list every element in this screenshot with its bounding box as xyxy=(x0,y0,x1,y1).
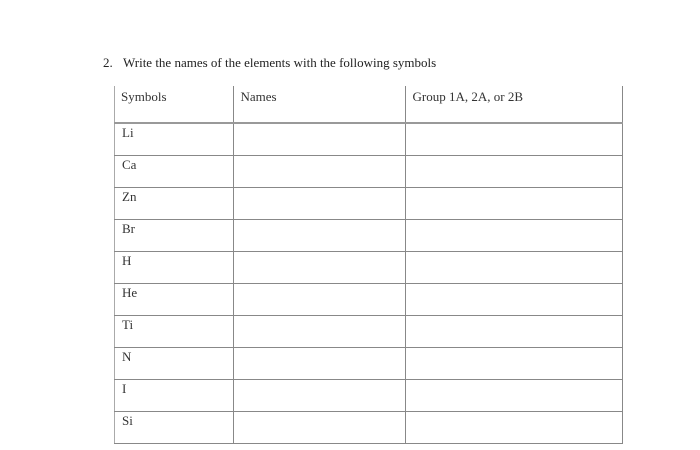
group-answer-cell[interactable] xyxy=(405,347,622,379)
table-row xyxy=(114,315,622,347)
group-answer-cell[interactable] xyxy=(405,379,622,411)
name-answer-cell[interactable] xyxy=(233,251,405,283)
name-answer-cell[interactable] xyxy=(233,347,405,379)
header-group: Group 1A, 2A, or 2B xyxy=(405,86,622,123)
name-answer-cell[interactable] xyxy=(233,155,405,187)
table-row xyxy=(114,187,622,219)
question-prompt xyxy=(103,55,436,71)
symbol-cell: N xyxy=(114,347,233,379)
group-answer-cell[interactable] xyxy=(405,155,622,187)
symbol-cell: Br xyxy=(114,219,233,251)
question-text: Write the names of the elements with the following symbols xyxy=(123,55,437,70)
name-answer-cell[interactable] xyxy=(233,219,405,251)
table-header-row xyxy=(114,86,622,123)
question-number: 2. xyxy=(103,55,113,70)
header-symbols: Symbols xyxy=(114,86,233,123)
symbol-cell: H xyxy=(114,251,233,283)
table-row xyxy=(114,123,622,155)
group-answer-cell[interactable] xyxy=(405,411,622,443)
symbol-cell: Si xyxy=(114,411,233,443)
name-answer-cell[interactable] xyxy=(233,187,405,219)
name-answer-cell[interactable] xyxy=(233,315,405,347)
table-row xyxy=(114,347,622,379)
table-row xyxy=(114,411,622,443)
symbol-cell: Zn xyxy=(114,187,233,219)
table-row xyxy=(114,251,622,283)
elements-table xyxy=(114,86,623,444)
symbol-cell: Ti xyxy=(114,315,233,347)
group-answer-cell[interactable] xyxy=(405,187,622,219)
table-row xyxy=(114,379,622,411)
name-answer-cell[interactable] xyxy=(233,123,405,155)
table-row xyxy=(114,219,622,251)
table-row xyxy=(114,155,622,187)
table-row xyxy=(114,283,622,315)
group-answer-cell[interactable] xyxy=(405,251,622,283)
symbol-cell: Li xyxy=(114,123,233,155)
symbol-cell: I xyxy=(114,379,233,411)
symbol-cell: He xyxy=(114,283,233,315)
name-answer-cell[interactable] xyxy=(233,411,405,443)
symbol-cell: Ca xyxy=(114,155,233,187)
group-answer-cell[interactable] xyxy=(405,283,622,315)
group-answer-cell[interactable] xyxy=(405,219,622,251)
group-answer-cell[interactable] xyxy=(405,315,622,347)
name-answer-cell[interactable] xyxy=(233,379,405,411)
name-answer-cell[interactable] xyxy=(233,283,405,315)
header-names: Names xyxy=(233,86,405,123)
group-answer-cell[interactable] xyxy=(405,123,622,155)
